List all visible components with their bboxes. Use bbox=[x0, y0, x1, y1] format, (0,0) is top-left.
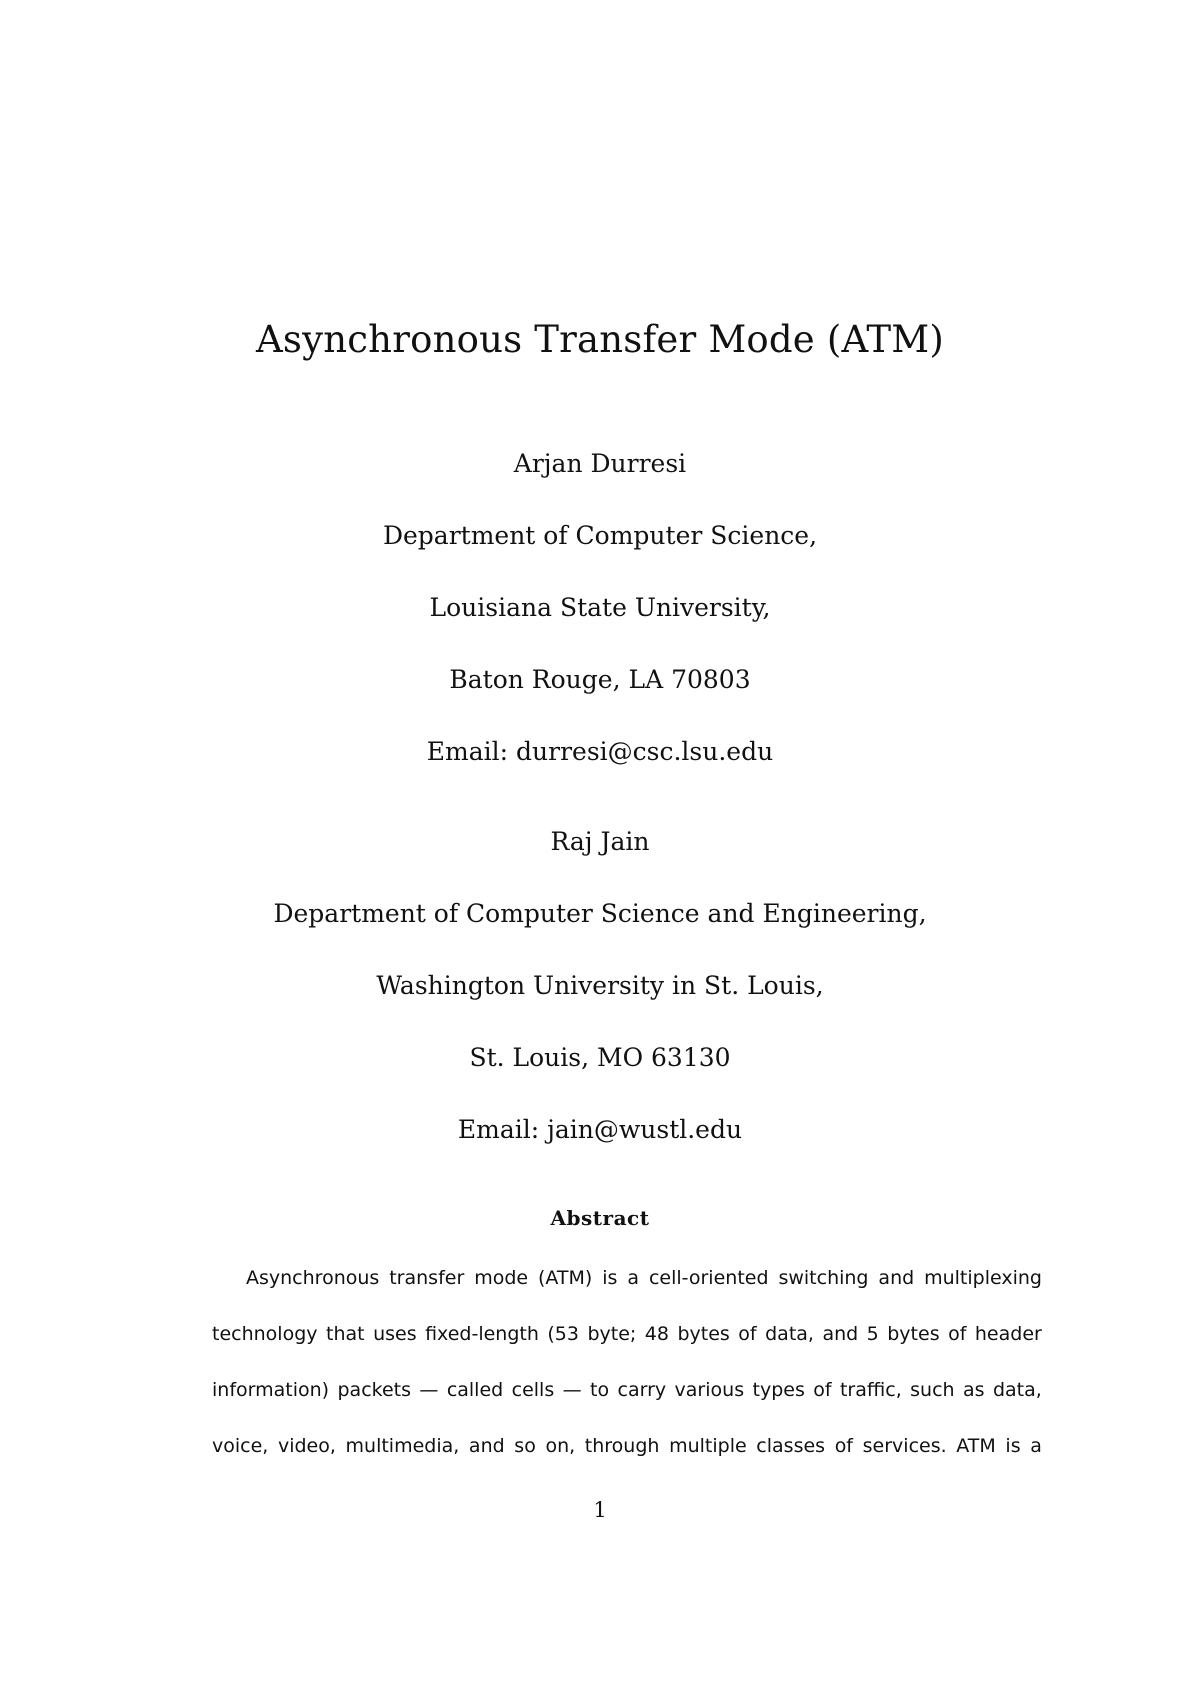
abstract-line bbox=[212, 1319, 1042, 1375]
abstract-word: cell-oriented bbox=[648, 1267, 769, 1289]
abstract-word: data, bbox=[765, 1323, 814, 1345]
abstract-word: multiplexing bbox=[924, 1267, 1042, 1289]
abstract-word: — bbox=[419, 1379, 439, 1401]
abstract-word: ATM bbox=[956, 1435, 996, 1457]
abstract-word: 48 bbox=[644, 1323, 669, 1345]
abstract-word: voice, bbox=[212, 1435, 269, 1457]
paper-title: Asynchronous Transfer Mode (ATM) bbox=[256, 318, 944, 361]
abstract-word: cells bbox=[511, 1379, 555, 1401]
abstract-line bbox=[212, 1431, 1042, 1487]
abstract-word: Asynchronous bbox=[246, 1267, 380, 1289]
abstract-word: data, bbox=[992, 1379, 1042, 1401]
abstract-word: is bbox=[602, 1267, 618, 1289]
abstract-body bbox=[212, 1263, 1042, 1487]
abstract-word: technology bbox=[212, 1323, 318, 1345]
abstract-word: fixed-length bbox=[425, 1323, 539, 1345]
abstract-line bbox=[212, 1263, 1042, 1319]
abstract-word: that bbox=[326, 1323, 365, 1345]
abstract-word: (ATM) bbox=[538, 1267, 593, 1289]
abstract-word: traffic, bbox=[839, 1379, 902, 1401]
abstract-word: of bbox=[738, 1323, 757, 1345]
abstract-word: is bbox=[1005, 1435, 1021, 1457]
abstract-word: transfer bbox=[389, 1267, 465, 1289]
abstract-word: services. bbox=[862, 1435, 947, 1457]
abstract-word: mode bbox=[474, 1267, 529, 1289]
author-email: Email: jain@wustl.edu bbox=[457, 1115, 743, 1144]
abstract-word: and bbox=[878, 1267, 915, 1289]
page-number: 1 bbox=[593, 1498, 607, 1522]
abstract-word: 5 bbox=[866, 1323, 879, 1345]
abstract-word: multiple bbox=[669, 1435, 747, 1457]
abstract-word: (53 bbox=[547, 1323, 579, 1345]
abstract-word: video, bbox=[277, 1435, 336, 1457]
abstract-word: bytes bbox=[677, 1323, 730, 1345]
abstract-word: bytes bbox=[887, 1323, 940, 1345]
abstract-word: so bbox=[514, 1435, 536, 1457]
abstract-word: — bbox=[562, 1379, 582, 1401]
abstract-word: through bbox=[584, 1435, 660, 1457]
abstract-word: called bbox=[446, 1379, 504, 1401]
abstract-word: a bbox=[627, 1267, 640, 1289]
abstract-word: of bbox=[834, 1435, 854, 1457]
abstract-word: multimedia, bbox=[345, 1435, 460, 1457]
abstract-word: a bbox=[1030, 1435, 1042, 1457]
abstract-word: of bbox=[813, 1379, 832, 1401]
author-affiliation-line: Louisiana State University, bbox=[429, 593, 771, 622]
abstract-word: packets bbox=[337, 1379, 411, 1401]
author-affiliation-line: Department of Computer Science, bbox=[382, 521, 818, 550]
abstract-word: as bbox=[963, 1379, 985, 1401]
abstract-word: types bbox=[752, 1379, 805, 1401]
abstract-word: byte; bbox=[587, 1323, 637, 1345]
abstract-word: such bbox=[910, 1379, 955, 1401]
abstract-word: classes bbox=[756, 1435, 826, 1457]
author-name: Raj Jain bbox=[550, 827, 650, 856]
abstract-word: of bbox=[948, 1323, 967, 1345]
abstract-word: various bbox=[674, 1379, 745, 1401]
abstract-word: carry bbox=[617, 1379, 667, 1401]
author-affiliation-line: St. Louis, MO 63130 bbox=[469, 1043, 731, 1072]
abstract-word: on, bbox=[545, 1435, 576, 1457]
author-name: Arjan Durresi bbox=[513, 449, 687, 478]
author-email: Email: durresi@csc.lsu.edu bbox=[426, 737, 774, 766]
abstract-word: information) bbox=[212, 1379, 330, 1401]
abstract-heading: Abstract bbox=[550, 1206, 650, 1230]
abstract-word: to bbox=[590, 1379, 610, 1401]
abstract-word: switching bbox=[778, 1267, 869, 1289]
abstract-word: and bbox=[468, 1435, 505, 1457]
abstract-word: and bbox=[822, 1323, 859, 1345]
author-affiliation-line: Washington University in St. Louis, bbox=[376, 971, 824, 1000]
author-affiliation-line: Department of Computer Science and Engineering, bbox=[273, 899, 927, 928]
abstract-word: header bbox=[974, 1323, 1042, 1345]
author-affiliation-line: Baton Rouge, LA 70803 bbox=[449, 665, 751, 694]
abstract-line bbox=[212, 1375, 1042, 1431]
abstract-word: uses bbox=[373, 1323, 417, 1345]
